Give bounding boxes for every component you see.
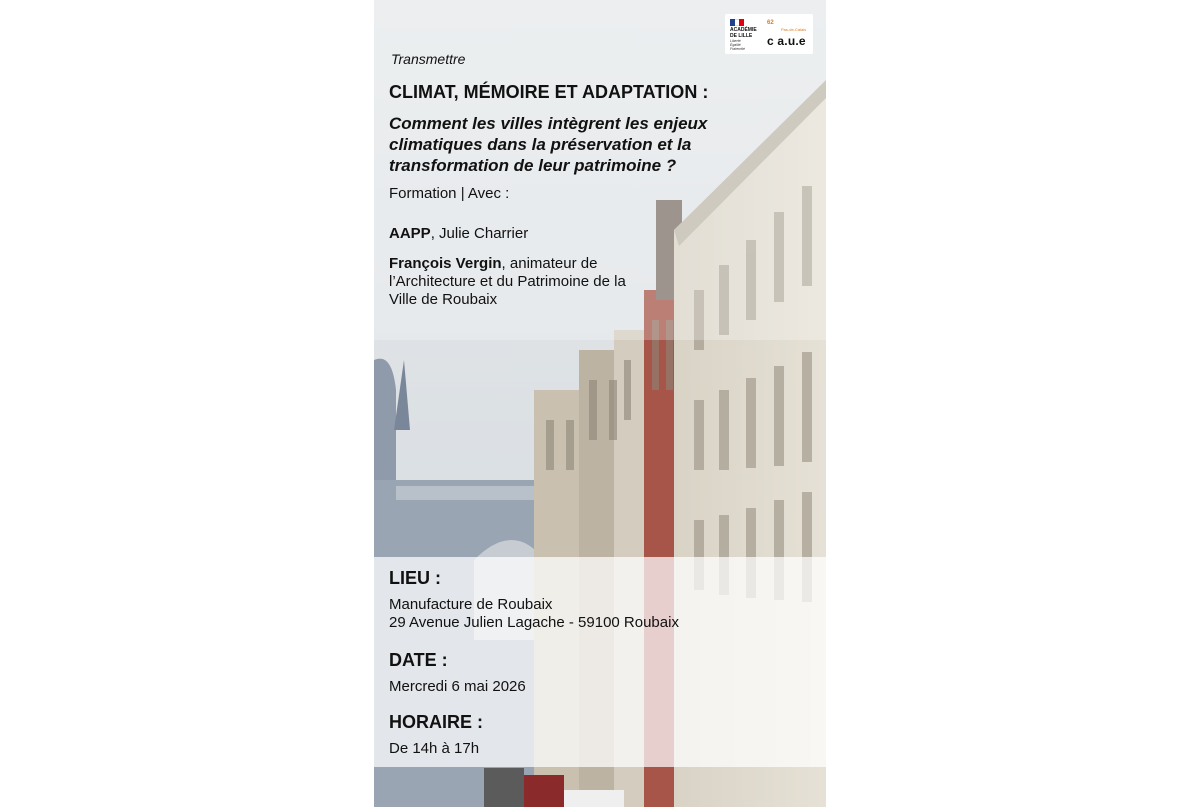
kicker: Transmettre (391, 51, 466, 67)
caue-logo-sub: Pas-de-Calais (781, 27, 807, 32)
academie-lille-logo (730, 19, 764, 51)
event-poster (374, 0, 826, 807)
participant-2-name: François Vergin (389, 255, 502, 272)
academie-logo-motto: Liberté Égalité Fraternité (730, 39, 745, 51)
horaire-value: De 14h à 17h (389, 740, 480, 757)
lieu-line-1: Manufacture de Roubaix (389, 596, 553, 613)
with-label: Formation | Avec : (389, 185, 510, 202)
french-flag-icon (730, 19, 744, 26)
participant-2 (389, 255, 639, 309)
poster-title: CLIMAT, MÉMOIRE ET ADAPTATION : (389, 82, 709, 102)
caue-logo-number: 62 (767, 20, 774, 26)
poster-subtitle: Comment les villes intègrent les enjeux climatiques dans la préservation et la transformation de leur patrimoine ? (389, 114, 708, 175)
horaire-heading: HORAIRE : (389, 712, 483, 732)
academie-logo-text: ACADÉMIE DE LILLE (730, 27, 757, 39)
participant-2-detail: , animateur de l’Architecture et du Patrimoine de la Ville de Roubaix (389, 255, 626, 308)
lieu-heading: LIEU : (389, 568, 441, 588)
caue-logo-brand: c a.u.e (767, 34, 806, 48)
date-heading: DATE : (389, 650, 448, 670)
participant-1 (389, 225, 528, 242)
partner-logos (725, 14, 813, 54)
date-value: Mercredi 6 mai 2026 (389, 678, 526, 695)
lieu-line-2: 29 Avenue Julien Lagache - 59100 Roubaix (389, 614, 679, 631)
participant-1-name: AAPP (389, 225, 431, 242)
caue-logo (767, 18, 811, 52)
participant-1-detail: , Julie Charrier (430, 225, 529, 242)
